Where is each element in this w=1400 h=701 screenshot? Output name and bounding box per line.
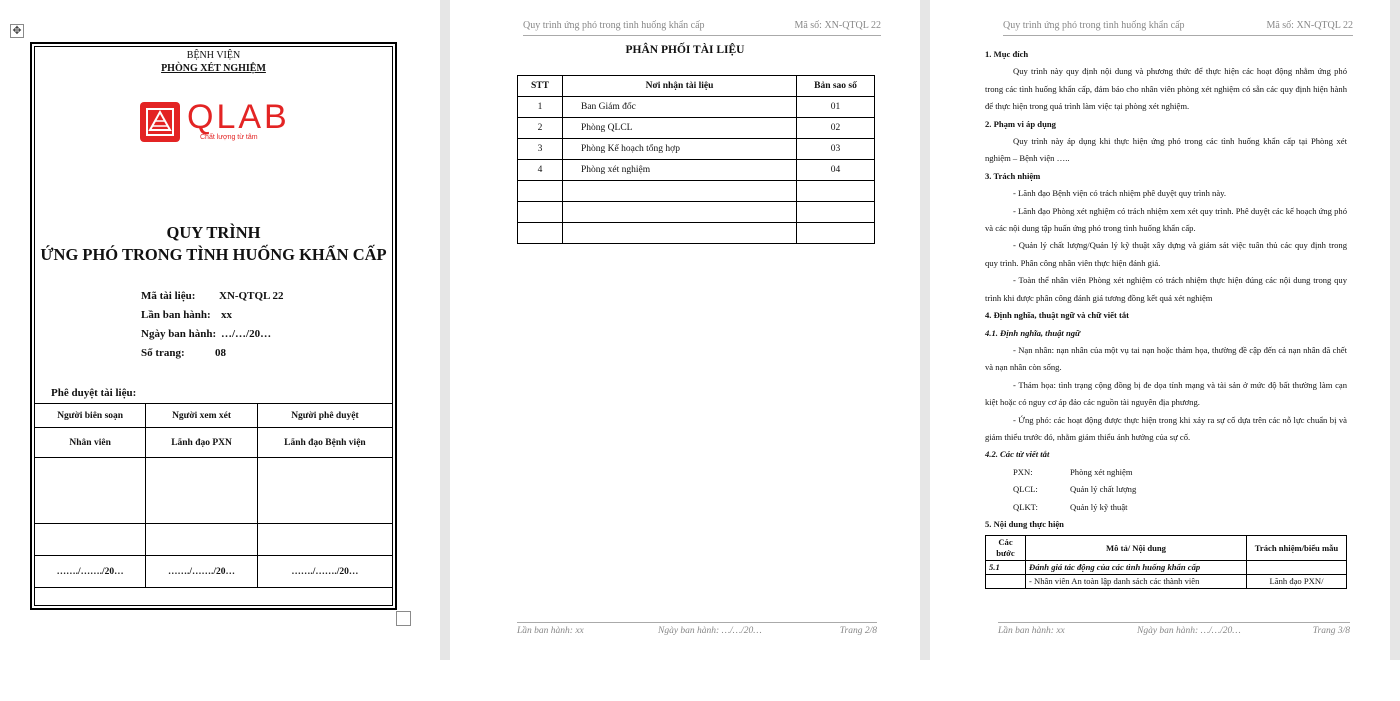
table-cell[interactable]: [518, 181, 563, 202]
table-cell[interactable]: [797, 181, 875, 202]
abbreviation-meaning: Phòng xét nghiệm: [1070, 466, 1133, 477]
distribution-page: [450, 0, 920, 660]
header-code: Mã số: XN-QTQL 22: [1266, 20, 1353, 31]
page-footer: [517, 622, 877, 638]
logo-text: QLAB: [187, 98, 290, 136]
table-cell[interactable]: 4: [518, 160, 563, 181]
table-header-row: [986, 536, 1347, 561]
table-cell[interactable]: Người xem xét: [146, 404, 258, 428]
content-page: [930, 0, 1390, 660]
table-cell[interactable]: Ban Giám đốc: [563, 97, 797, 118]
subsection-heading: 4.2. Các từ viết tắt: [985, 449, 1050, 460]
hospital-name: BỆNH VIỆN: [186, 50, 241, 61]
department-name: PHÒNG XÉT NGHIỆM: [161, 63, 266, 74]
table-resize-handle[interactable]: [396, 611, 411, 626]
list-item: - Toàn thể nhân viên Phòng xét nghiệm có trách nhiệm thực hiện đúng các nội dung trong quy trình khi được phân công đánh giá tương đồng kết quả xét nghiệm: [985, 275, 1347, 303]
table-cell[interactable]: [35, 458, 146, 524]
qlab-logo: [140, 98, 290, 148]
table-cell[interactable]: [257, 524, 392, 556]
table-cell[interactable]: [797, 202, 875, 223]
list-item: - Quản lý chất lượng/Quản lý kỹ thuật xây dựng và giám sát việc tuân thủ các quy định trong quy trình. Phân công nhân viên thực hiện đánh giá.: [985, 240, 1347, 268]
document-meta: [141, 287, 283, 363]
table-cell[interactable]: [518, 202, 563, 223]
footer-date: Ngày ban hành: …/…/20…: [1137, 626, 1241, 636]
table-cell[interactable]: 2: [518, 118, 563, 139]
header-title: Quy trình ứng phó trong tình huống khẩn cấp: [1003, 20, 1185, 31]
page-header: [1003, 20, 1353, 36]
table-cell[interactable]: [1247, 561, 1347, 575]
meta-value: …/…/20…: [221, 328, 272, 340]
page-footer: [998, 622, 1350, 638]
column-header[interactable]: Mô tả/ Nội dung: [1026, 536, 1247, 561]
table-cell[interactable]: ……./……./20…: [146, 556, 258, 588]
paragraph: Quy trình này quy định nội dung và phương thức để thực hiện các hoạt động nhằm ứng phó trong các tình huống khẩn cấp, đảm bảo cho nhân viên phòng xét nghiệm có sẵn các quy định hiện hành để thực hiện trong quá trình làm việc tại phòng xét nghiệm.: [985, 66, 1347, 112]
abbreviation-row: [985, 464, 1347, 481]
table-cell[interactable]: Phòng Kế hoạch tổng hợp: [563, 139, 797, 160]
table-cell[interactable]: Phòng xét nghiệm: [563, 160, 797, 181]
table-cell[interactable]: [257, 458, 392, 524]
section-heading: 3. Trách nhiệm: [985, 170, 1041, 181]
abbreviation-meaning: Quản lý chất lượng: [1070, 484, 1137, 495]
table-cell[interactable]: [563, 202, 797, 223]
table-row: [518, 202, 875, 223]
document-body: [985, 46, 1347, 589]
meta-value: xx: [221, 309, 232, 321]
document-title: [35, 222, 392, 266]
footer-page-number: Trang 3/8: [1312, 626, 1350, 636]
table-cell[interactable]: [563, 181, 797, 202]
table-cell[interactable]: [563, 223, 797, 244]
footer-date: Ngày ban hành: …/…/20…: [658, 626, 762, 636]
column-header[interactable]: STT: [518, 76, 563, 97]
table-cell[interactable]: Phòng QLCL: [563, 118, 797, 139]
header-title: Quy trình ứng phó trong tình huống khẩn cấp: [523, 20, 705, 31]
list-item: - Lãnh đạo Bệnh viện có trách nhiệm phê duyệt quy trình này.: [1013, 188, 1227, 199]
section-heading: 1. Mục đích: [985, 49, 1029, 59]
column-header[interactable]: Trách nhiệm/biểu mẫu: [1247, 536, 1347, 561]
section-heading: 4. Định nghĩa, thuật ngữ và chữ viết tắt: [985, 310, 1130, 321]
list-item: - Ứng phó: các hoạt động được thực hiện trong khi xảy ra sự cố dựa trên các nỗ lực chuẩn bị và giảm thiểu trước đó, nhằm giảm thiểu ảnh hưởng của sự cố.: [985, 414, 1347, 442]
title-line-2: ỨNG PHÓ TRONG TÌNH HUỐNG KHẨN CẤP: [40, 245, 387, 264]
meta-value: 08: [215, 347, 226, 359]
table-cell[interactable]: 01: [797, 97, 875, 118]
meta-label: Mã tài liệu:: [141, 290, 196, 302]
table-row: [35, 458, 392, 524]
table-move-icon[interactable]: ✥: [10, 24, 24, 38]
paragraph: Quy trình này áp dụng khi thực hiện ứng phó trong các tình huống khẩn cấp tại Phòng xét nghiệm – Bệnh viện …..: [985, 136, 1347, 164]
table-cell[interactable]: Nhân viên: [35, 428, 146, 458]
table-row: [518, 181, 875, 202]
table-cell[interactable]: [518, 223, 563, 244]
table-cell[interactable]: 02: [797, 118, 875, 139]
table-cell[interactable]: 03: [797, 139, 875, 160]
title-line-1: QUY TRÌNH: [166, 223, 261, 242]
table-row: [518, 139, 875, 160]
distribution-table: [517, 75, 875, 244]
logo-tagline: Chất lượng từ tâm: [200, 134, 258, 141]
table-row: [518, 223, 875, 244]
meta-doc-code: [141, 287, 283, 306]
meta-value: XN-QTQL 22: [219, 290, 284, 302]
abbreviation-row: [985, 499, 1347, 516]
hospital-header: [35, 49, 392, 75]
table-cell[interactable]: Lãnh đạo PXN/: [1247, 575, 1347, 589]
table-row: [35, 556, 392, 588]
meta-label: Ngày ban hành:: [141, 328, 217, 340]
table-cell[interactable]: Đánh giá tác động của các tình huống khẩn cấp: [1026, 561, 1247, 575]
meta-page-count: [141, 344, 283, 363]
distribution-title: PHÂN PHỐI TÀI LIỆU: [625, 44, 745, 56]
list-item: - Thảm họa: tình trạng cộng đồng bị đe dọa tính mạng và tài sản ở mức độ bất thường làm cạn kiệt hoặc có nguy cơ áp đảo các nguồn tài nguyên địa phương.: [985, 379, 1347, 408]
table-cell[interactable]: - Nhân viên An toàn lập danh sách các thành viên: [1026, 575, 1247, 589]
table-row: [986, 561, 1347, 575]
table-cell[interactable]: [146, 458, 258, 524]
logo-mark-icon: [140, 102, 180, 142]
abbreviation-meaning: Quản lý kỹ thuật: [1070, 501, 1128, 512]
column-header[interactable]: Bản sao số: [797, 76, 875, 97]
section-heading: 5. Nội dung thực hiện: [985, 518, 1064, 529]
cover-frame: [30, 42, 397, 610]
table-header-row: [518, 76, 875, 97]
table-cell[interactable]: ……./……./20…: [35, 556, 146, 588]
table-row: [518, 160, 875, 181]
abbreviation-term: PXN:: [1013, 466, 1033, 477]
table-cell[interactable]: Người biên soạn: [35, 404, 146, 428]
abbreviation-term: QLKT:: [1013, 501, 1038, 512]
table-row: [35, 428, 392, 458]
approval-table: [35, 403, 392, 588]
table-cell[interactable]: 5.1: [986, 561, 1026, 575]
table-cell[interactable]: Người phê duyệt: [257, 404, 392, 428]
table-cell[interactable]: Lãnh đạo Bệnh viện: [257, 428, 392, 458]
table-cell[interactable]: 1: [518, 97, 563, 118]
table-row: [518, 118, 875, 139]
abbreviation-term: QLCL:: [1013, 484, 1038, 495]
list-item: - Nạn nhân: nạn nhân của một vụ tai nạn hoặc thảm họa, thường đề cập đến cả nạn nhân đã chết và nạn nhân còn sống.: [985, 344, 1347, 373]
subsection-heading: 4.1. Định nghĩa, thuật ngữ: [985, 327, 1081, 338]
meta-label: Lần ban hành:: [141, 309, 211, 321]
abbreviation-row: [985, 481, 1347, 498]
column-header[interactable]: Các bước: [986, 536, 1026, 561]
table-row: [986, 575, 1347, 589]
header-code: Mã số: XN-QTQL 22: [794, 20, 881, 31]
table-cell[interactable]: ……./……./20…: [257, 556, 392, 588]
table-cell[interactable]: [35, 524, 146, 556]
table-cell[interactable]: [797, 223, 875, 244]
table-row: [518, 97, 875, 118]
cover-page: [0, 0, 440, 660]
meta-issue: [141, 306, 283, 325]
meta-issue-date: [141, 325, 283, 344]
table-cell[interactable]: Lãnh đạo PXN: [146, 428, 258, 458]
steps-table: [985, 535, 1347, 589]
table-cell[interactable]: [986, 575, 1026, 589]
list-item: - Lãnh đạo Phòng xét nghiệm có trách nhiệm xem xét quy trình. Phê duyệt các kế hoạch ứng phó và các nội dung tập huấn ứng phó trong tình huống khẩn cấp.: [985, 205, 1347, 234]
meta-label: Số trang:: [141, 347, 185, 359]
footer-issue: Lần ban hành: xx: [517, 626, 584, 636]
table-cell[interactable]: 04: [797, 160, 875, 181]
table-cell[interactable]: [146, 524, 258, 556]
section-heading: 2. Phạm vi áp dụng: [985, 118, 1056, 129]
approval-label: Phê duyệt tài liệu:: [51, 387, 137, 399]
table-row: [35, 404, 392, 428]
footer-page-number: Trang 2/8: [839, 626, 877, 636]
table-cell[interactable]: 3: [518, 139, 563, 160]
page-header: [523, 20, 881, 36]
footer-issue: Lần ban hành: xx: [998, 626, 1065, 636]
page-gutter: [440, 0, 450, 660]
page-gutter: [920, 0, 930, 660]
table-row: [35, 524, 392, 556]
page-gutter: [1390, 0, 1400, 660]
column-header[interactable]: Nơi nhận tài liệu: [563, 76, 797, 97]
